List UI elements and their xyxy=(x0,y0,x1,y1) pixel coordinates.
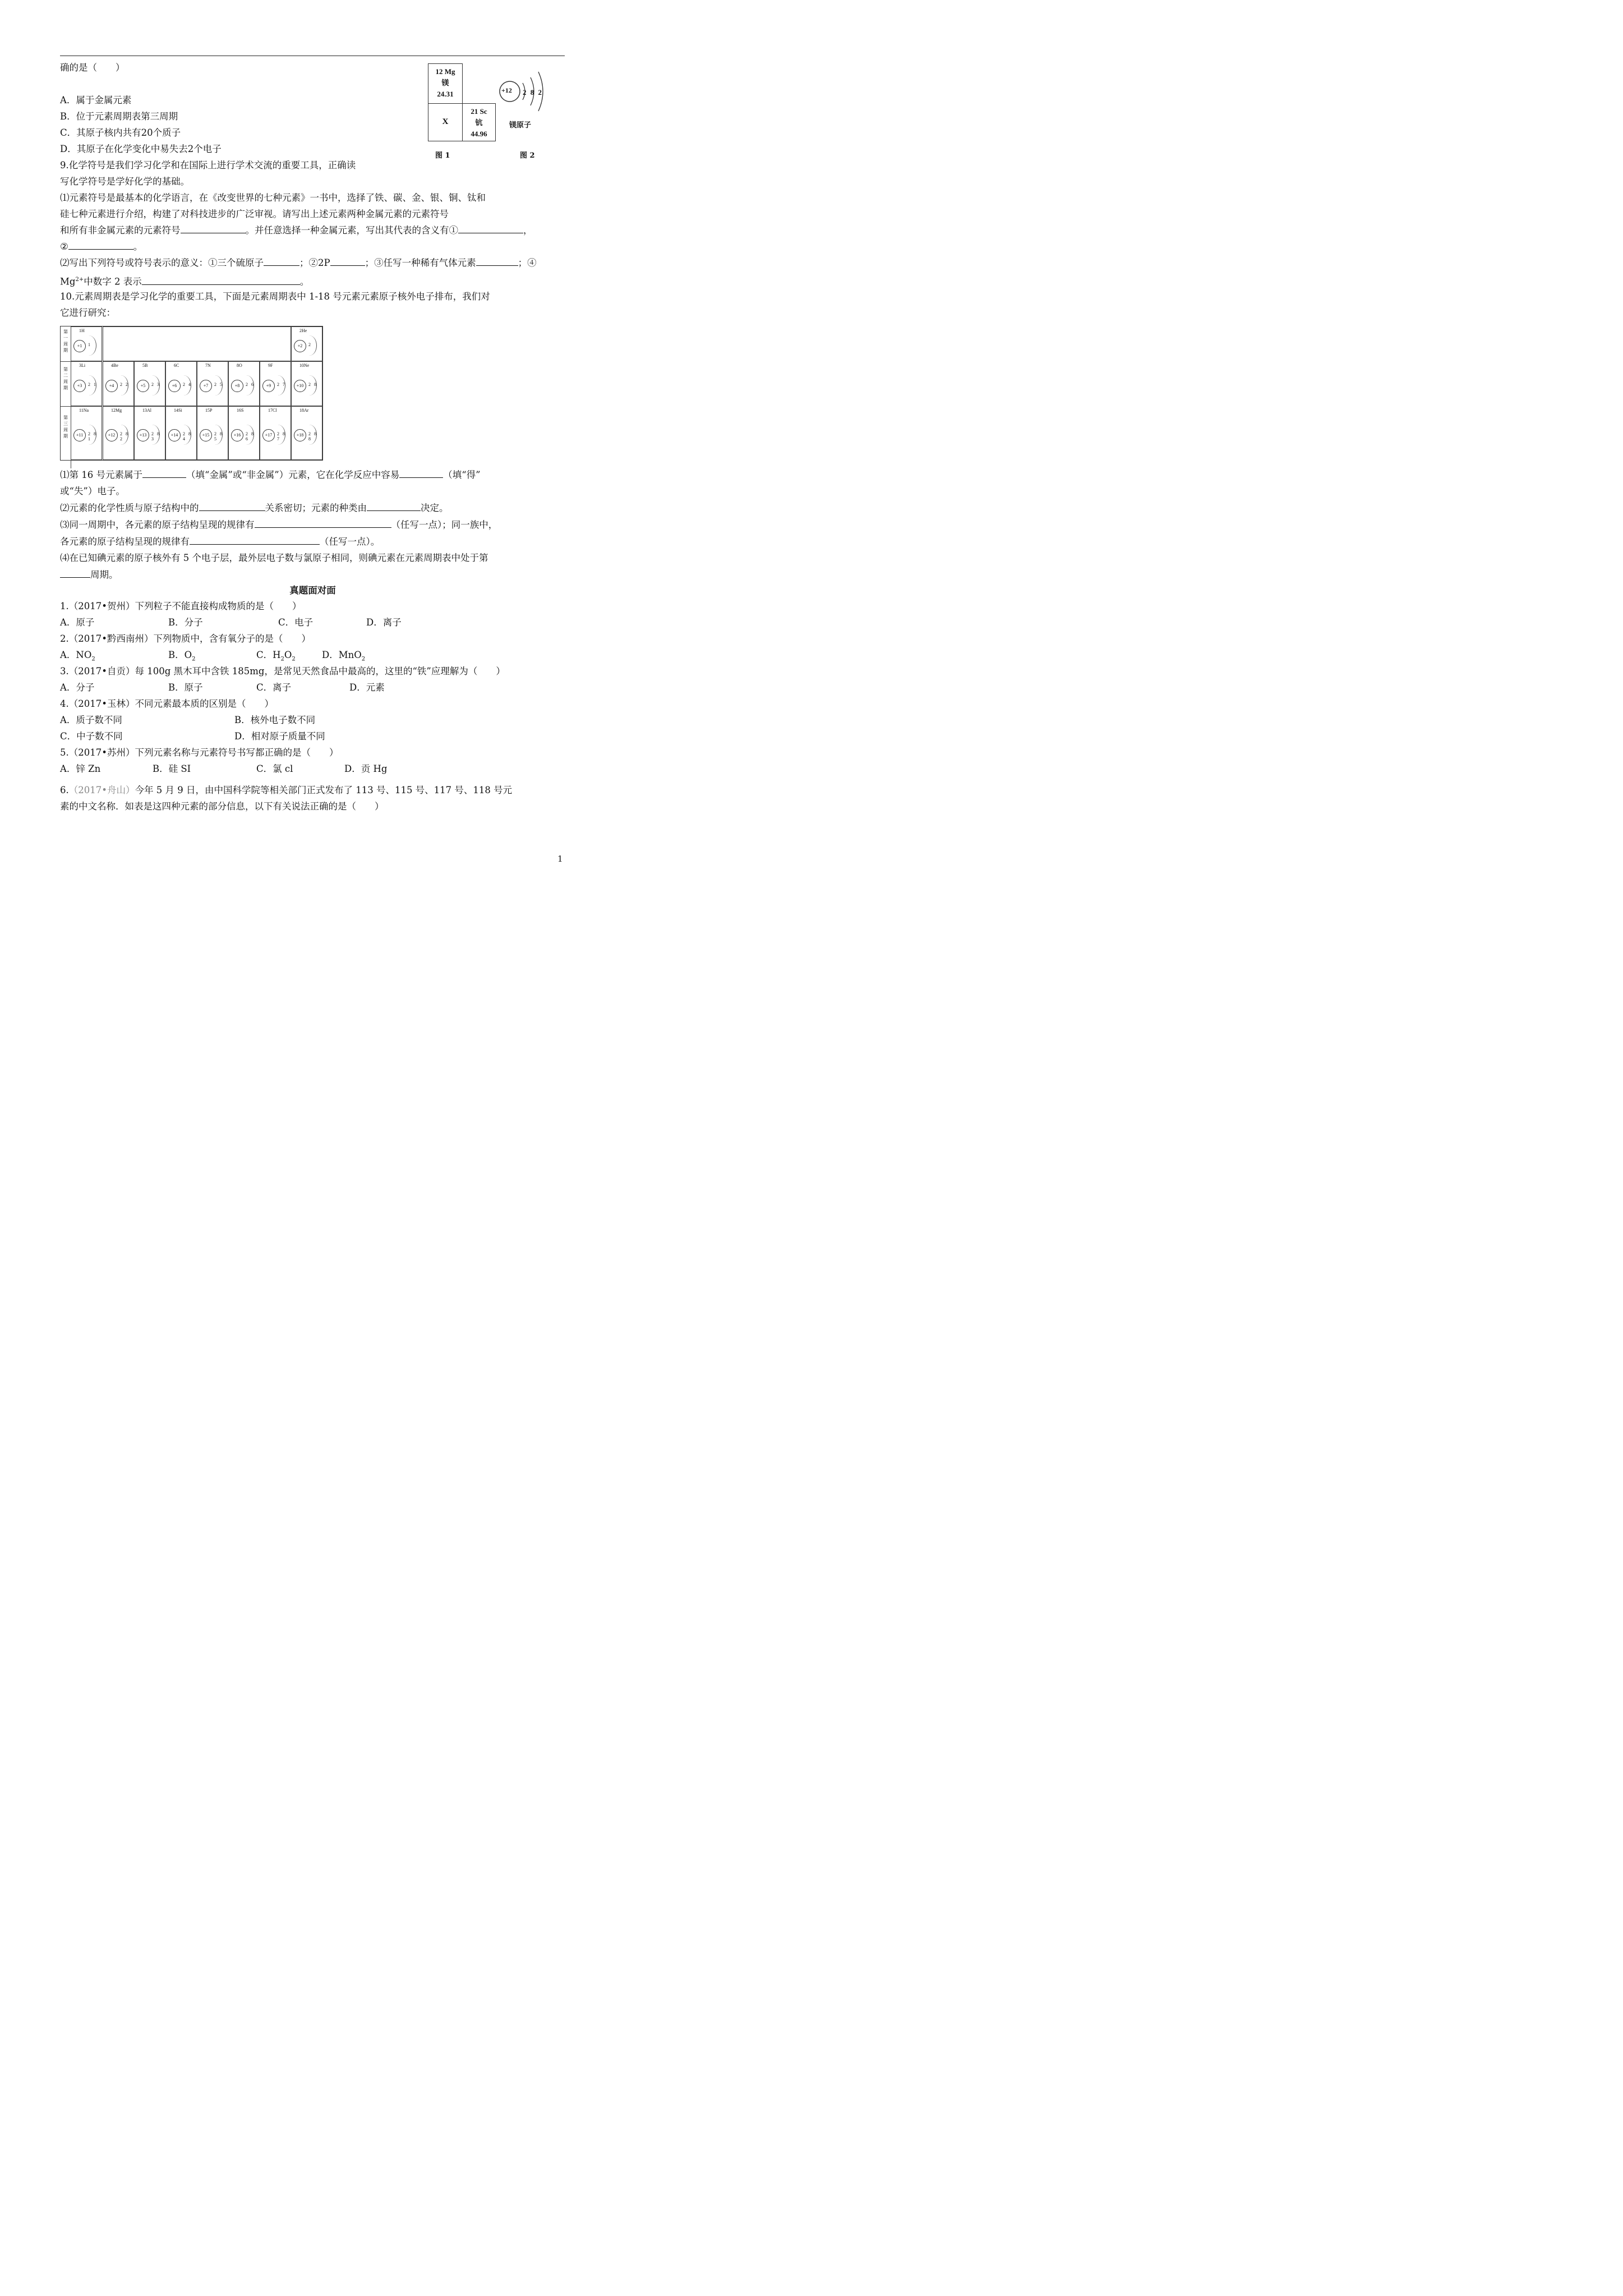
figure-1-caption: 图 1 xyxy=(435,151,450,160)
nucleus-charge: +4 xyxy=(105,380,118,392)
shell-electrons: 2 2 xyxy=(120,382,129,387)
element-cell xyxy=(260,406,291,460)
q10-line-1: 10.元素周期表是学习化学的重要工具，下面是元素周期表中 1-18 号元素元素原子核外电子排布，我们对 xyxy=(60,291,490,302)
element-symbol: 6C xyxy=(174,363,179,368)
q9-line-1: 9.化学符号是我们学习化学和在国际上进行学术交流的重要工具，正确读 xyxy=(60,160,356,171)
answer-blank[interactable] xyxy=(60,569,90,578)
q8-option-c: C．其原子核内共有20个质子 xyxy=(60,127,181,138)
element-symbol: 12Mg xyxy=(111,408,122,413)
element-symbol: 11Na xyxy=(79,408,89,413)
exam-q1-stem: 1.（2017•贺州）下列粒子不能直接构成物质的是（ ） xyxy=(60,601,302,611)
answer-blank[interactable] xyxy=(255,519,391,528)
answer-blank[interactable] xyxy=(181,224,246,233)
shell-electrons: 2 7 xyxy=(277,382,286,387)
shell-electrons: 2 8 2 xyxy=(120,431,129,441)
nucleus-charge: +8 xyxy=(231,380,243,392)
shell-electrons: 2 8 7 xyxy=(277,431,286,441)
answer-blank[interactable] xyxy=(142,469,186,478)
nucleus-charge: +9 xyxy=(262,380,275,392)
nucleus-charge: +3 xyxy=(73,380,86,392)
mg-shell-electrons: 2 8 2 xyxy=(523,88,542,96)
element-symbol: 16S xyxy=(237,408,244,413)
answer-blank[interactable] xyxy=(68,241,133,250)
shell-electrons: 2 8 5 xyxy=(214,431,223,441)
element-symbol: 18Ar xyxy=(299,408,309,413)
element-cell xyxy=(71,326,102,361)
exam-q3-options: A．分子 B．原子 C．离子 D．元素 xyxy=(60,682,385,693)
element-cell xyxy=(103,361,134,406)
shell-electrons: 2 8 8 xyxy=(308,431,317,441)
element-cell xyxy=(260,361,291,406)
q10-sub4-line2: 周期。 xyxy=(60,569,118,581)
mg-atom-label: 镁原子 xyxy=(509,121,532,130)
element-cell xyxy=(291,406,322,460)
shell-electrons: 2 8 6 xyxy=(246,431,255,441)
nucleus-charge: +11 xyxy=(73,429,86,441)
q10-sub1-line2: 或“失”）电子。 xyxy=(60,486,125,496)
shell-electrons: 2 8 1 xyxy=(88,431,97,441)
shell-electrons: 2 5 xyxy=(214,382,223,387)
q10-sub3-line1: ⑶同一周期中，各元素的原子结构呈现的规律有 （任写一点）；同一族中， xyxy=(60,519,498,530)
answer-blank[interactable] xyxy=(264,257,299,266)
element-cell xyxy=(228,361,260,406)
shell-electrons: 2 6 xyxy=(246,382,255,387)
answer-blank[interactable] xyxy=(330,257,365,266)
q9-part1-line1: ⑴元素符号是最基本的化学语言，在《改变世界的七种元素》一书中，选择了铁、碳、金、银、铜、钛和 xyxy=(60,192,486,203)
nucleus-charge: +7 xyxy=(200,380,212,392)
answer-blank[interactable] xyxy=(367,502,421,511)
element-cell xyxy=(165,406,197,460)
exam-q2-options: A．$NO_2$ B．$O_2$ C．$H_2O_2$ D．MnO$_2$ xyxy=(60,650,366,662)
nucleus-charge: +12 xyxy=(105,429,118,441)
element-card-sc: 21 Sc 钪 44.96 xyxy=(462,103,496,141)
mg-nucleus-charge: +12 xyxy=(501,86,512,94)
figure-2-caption: 图 2 xyxy=(520,151,535,160)
q10-sub3-line2: 各元素的原子结构呈现的规律有 （任写一点）。 xyxy=(60,536,380,547)
shell-electrons: 2 3 xyxy=(151,382,160,387)
element-symbol: 14Si xyxy=(174,408,182,413)
q9-part2-line2: $Mg^{2+}$中数字 2 表示 。 xyxy=(60,276,310,287)
element-symbol: 3Li xyxy=(79,363,86,368)
q8-option-a: A．属于金属元素 xyxy=(60,95,132,105)
exam-q5-options: A．锌 Zn B．硅 SI C．氯 cl D．贡 Hg xyxy=(60,763,388,774)
element-cell xyxy=(134,406,165,460)
q9-line-2: 写化学符号是学好化学的基础。 xyxy=(60,176,190,187)
period-3-label: 第 三 周 期 xyxy=(61,406,71,468)
shell-electrons: 2 8 xyxy=(308,382,317,387)
nucleus-charge: +2 xyxy=(294,340,306,352)
element-symbol: 9F xyxy=(268,363,273,368)
element-cell xyxy=(197,406,228,460)
q10-line-2: 它进行研究： xyxy=(60,307,116,318)
nucleus-charge: +15 xyxy=(200,429,212,441)
q10-sub2: ⑵元素的化学性质与原子结构中的 关系密切；元素的种类由 决定。 xyxy=(60,503,449,513)
q10-sub4-line1: ⑷在已知碘元素的原子核外有 5 个电子层，最外层电子数与氯原子相同，则碘元素在元素周期表中处于第 xyxy=(60,553,488,563)
element-cell xyxy=(103,406,134,460)
nucleus-charge: +14 xyxy=(168,429,181,441)
answer-blank[interactable] xyxy=(190,536,320,545)
empty-cell xyxy=(103,326,291,361)
exam-q6-line1: 6.（2017•舟山）今年 5 月 9 日，由中国科学院等相关部门正式发布了 113 号、115 号、117 号、118 号元 xyxy=(60,785,513,795)
exam-q4-options-ab: A．质子数不同 B．核外电子数不同 xyxy=(60,715,316,725)
element-symbol: 1H xyxy=(79,328,85,333)
q8-option-b: B．位于元素周期表第三周期 xyxy=(60,111,178,122)
q9-part1-line2: 硅七种元素进行介绍，构建了对科技进步的广泛审视。请写出上述元素两种金属元素的元素符号 xyxy=(60,209,449,219)
answer-blank[interactable] xyxy=(199,502,265,511)
element-cell xyxy=(197,361,228,406)
element-symbol: 10Ne xyxy=(299,363,310,368)
element-cell xyxy=(291,361,322,406)
element-symbol: 15P xyxy=(205,408,213,413)
nucleus-charge: +16 xyxy=(231,429,243,441)
answer-blank[interactable] xyxy=(476,257,518,266)
nucleus-charge: +18 xyxy=(294,429,306,441)
shell-electrons: 2 8 3 xyxy=(151,431,160,441)
nucleus-charge: +17 xyxy=(262,429,275,441)
q9-part2-line1: ⑵写出下列符号或符号表示的意义：①三个硫原子 ；②2P ；③任写一种稀有气体元素 ；④ xyxy=(60,257,537,268)
element-cell xyxy=(165,361,197,406)
element-symbol: 7N xyxy=(205,363,211,368)
q8-option-d: D．其原子在化学变化中易失去2个电子 xyxy=(60,144,222,154)
element-symbol: 4Be xyxy=(111,363,118,368)
q9-part1-line3: 和所有非金属元素的元素符号 。并任意选择一种金属元素，写出其代表的含义有① ， xyxy=(60,225,533,236)
periodic-table-1-18 xyxy=(60,326,323,461)
element-symbol: 8O xyxy=(237,363,242,368)
element-symbol: 17Cl xyxy=(268,408,277,413)
element-symbol: 5B xyxy=(142,363,148,368)
element-cell xyxy=(71,361,102,406)
exam-q3-stem: 3.（2017•自贡）每 100g 黑木耳中含铁 185mg，是常见天然食品中最高的，这里的“铁”应理解为（ ） xyxy=(60,666,505,677)
q9-part1-line4: ② 。 xyxy=(60,241,143,252)
shell-electrons: 2 4 xyxy=(183,382,192,387)
element-cell xyxy=(291,326,322,361)
period-1-label: 第 一 周 期 xyxy=(61,326,71,364)
element-symbol: 13Al xyxy=(142,408,151,413)
answer-blank[interactable] xyxy=(458,224,523,233)
section-title: 真题面对面 xyxy=(289,585,336,596)
answer-blank[interactable] xyxy=(142,276,300,285)
nucleus-charge: +1 xyxy=(73,340,86,352)
element-cell xyxy=(228,406,260,460)
element-card-mg: 12 Mg 镁 24.31 xyxy=(428,63,463,104)
nucleus-charge: +13 xyxy=(137,429,149,441)
exam-q4-stem: 4.（2017•玉林）不同元素最本质的区别是（ ） xyxy=(60,698,274,709)
nucleus-charge: +10 xyxy=(294,380,306,392)
element-symbol: 2He xyxy=(299,328,307,333)
page-number: 1 xyxy=(557,854,563,864)
shell-electrons: 2 1 xyxy=(88,382,97,387)
shell-electrons: 2 8 4 xyxy=(183,431,192,441)
element-card-x: X xyxy=(428,103,463,141)
nucleus-charge: +6 xyxy=(168,380,181,392)
exam-q4-options-cd: C．中子数不同 D．相对原子质量不同 xyxy=(60,731,325,742)
q10-sub1-line1: ⑴第 16 号元素属于 （填“金属”或“非金属”）元素，它在化学反应中容易 （填“得” xyxy=(60,470,481,480)
q8-stem-tail: 确的是（ ） xyxy=(60,62,125,73)
element-cell xyxy=(134,361,165,406)
answer-blank[interactable] xyxy=(399,469,443,478)
exam-q2-stem: 2.（2017•黔西南州）下列物质中，含有氧分子的是（ ） xyxy=(60,633,311,644)
exam-q6-line2: 素的中文名称．如表是这四种元素的部分信息，以下有关说法正确的是（ ） xyxy=(60,801,384,812)
element-cell xyxy=(71,406,102,460)
exam-q1-options: A．原子 B．分子 C．电子 D．离子 xyxy=(60,617,402,628)
shell-electrons: 1 xyxy=(88,342,91,347)
exam-q5-stem: 5.（2017•苏州）下列元素名称与元素符号书写都正确的是（ ） xyxy=(60,747,339,758)
nucleus-charge: +5 xyxy=(137,380,149,392)
shell-electrons: 2 xyxy=(308,342,312,347)
period-2-label: 第 二 周 期 xyxy=(61,361,71,411)
